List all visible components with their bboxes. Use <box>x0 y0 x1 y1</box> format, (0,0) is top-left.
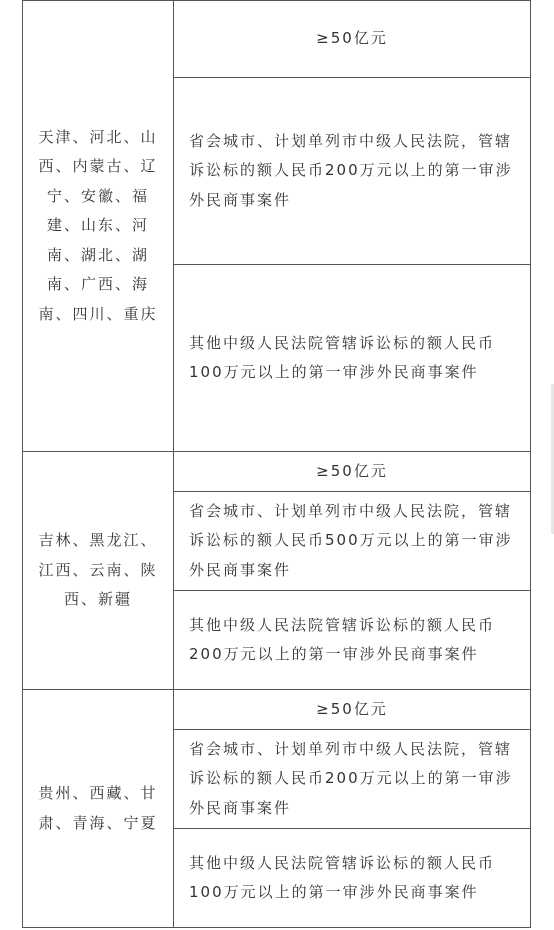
region-text: 贵州、西藏、甘肃、青海、宁夏 <box>38 784 158 832</box>
provincial-capital-criterion-cell: 省会城市、计划单列市中级人民法院，管辖诉讼标的额人民币200万元以上的第一审涉外民商事案件 <box>174 78 531 265</box>
other-court-criterion-cell: 其他中级人民法院管辖诉讼标的额人民币200万元以上的第一审涉外民商事案件 <box>174 591 531 690</box>
threshold-cell: ≥50亿元 <box>174 452 531 492</box>
threshold-cell: ≥50亿元 <box>174 690 531 730</box>
provincial-capital-criterion-cell: 省会城市、计划单列市中级人民法院，管辖诉讼标的额人民币200万元以上的第一审涉外民商事案件 <box>174 730 531 829</box>
other-court-criterion-cell: 其他中级人民法院管辖诉讼标的额人民币100万元以上的第一审涉外民商事案件 <box>174 265 531 452</box>
table-row <box>23 690 531 730</box>
other-court-criterion-cell: 其他中级人民法院管辖诉讼标的额人民币100万元以上的第一审涉外民商事案件 <box>174 829 531 928</box>
jurisdiction-table <box>22 0 531 928</box>
threshold-cell: ≥50亿元 <box>174 1 531 78</box>
region-cell <box>23 690 174 928</box>
region-text: 吉林、黑龙江、江西、云南、陕西、新疆 <box>38 531 158 609</box>
table-row <box>23 452 531 492</box>
region-cell <box>23 452 174 690</box>
provincial-capital-criterion-cell: 省会城市、计划单列市中级人民法院，管辖诉讼标的额人民币500万元以上的第一审涉外民商事案件 <box>174 492 531 591</box>
region-text: 天津、河北、山西、内蒙古、辽宁、安徽、福建、山东、河南、湖北、湖南、广西、海南、四川、重庆 <box>38 127 158 323</box>
region-cell <box>23 1 174 452</box>
table-row <box>23 1 531 78</box>
